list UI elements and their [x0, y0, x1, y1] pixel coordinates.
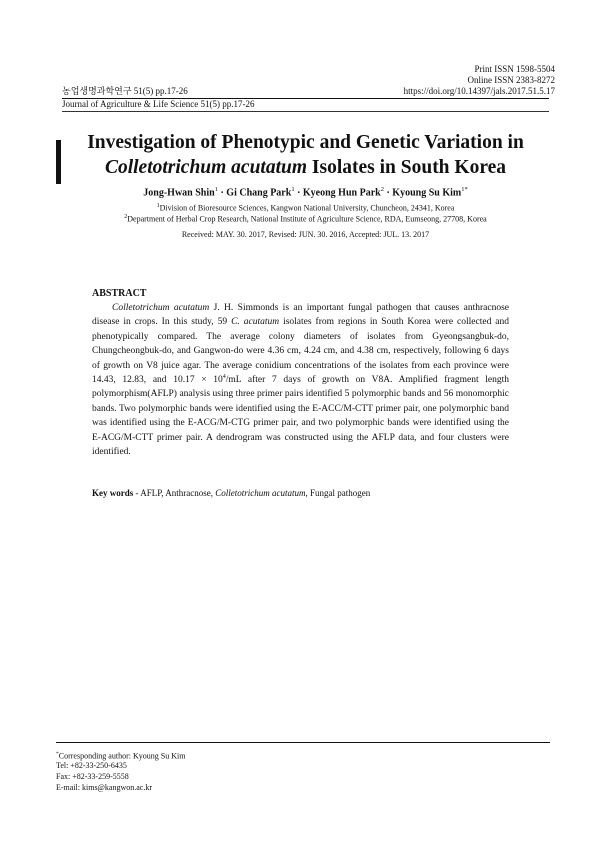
title-line-2 [62, 155, 549, 180]
author-separator: · [294, 187, 303, 199]
footnote-email[interactable]: E-mail: kims@kangwon.ac.kr [56, 783, 153, 792]
keywords-label: Key words [92, 488, 134, 498]
author-name: Kyeong Hun Park [302, 187, 381, 199]
affiliation-sup: 1 [156, 203, 160, 209]
keywords-part-2: , Fungal pathogen [305, 488, 371, 498]
author-list [62, 184, 549, 199]
keywords-part-1: AFLP, Anthracnose, [140, 488, 216, 498]
abstract-text-2: isolates from regions in South Korea were collected and phenotypically compared. The average colony diameters of isolates from Gyeongsangbuk-do, Chungcheongbuk-do, and Gangwon-do were 4.36 cm, 4.24 cm, and 4.38 cm, respectively, following 6 days of growth on V8 juice agar. The average conidium concentrations of the isolates from each province were 14.43, 12.83, and 10.17 × 10 [92, 317, 510, 386]
author-sup: 1* [461, 186, 468, 193]
abstract-heading: ABSTRACT [92, 288, 147, 299]
received-dates: Received: MAY. 30. 2017, Revised: JUN. 30. 2016, Accepted: JUL. 13. 2017 [181, 230, 430, 239]
paper-title [62, 130, 549, 180]
title-rest: Isolates in South Korea [307, 157, 507, 178]
footnote-corresponding-text: Corresponding author: Kyoung Su Kim [58, 751, 186, 761]
header-rule-bottom [62, 111, 549, 112]
keywords-italic: Colletotrichum acutatum [215, 488, 306, 498]
affiliation-2 [62, 212, 549, 225]
abstract-text-3: /mL after 7 days of growth on V8A. Amplified fragment length polymorphism(AFLP) analysis using three primer pairs identified 5 polymorphic bands and 56 monomorphic bands. Two polymorphic bands were identified using the E-ACC/M-CTT primer pair, one polymorphic band was identified using the E-ACG/M-CTG primer pair, and two polymorphic bands were identified using the E-ACG/M-CTT primer pair. A dendrogram was constructed using the AFLP data, and four clusters were identified. [92, 375, 509, 458]
abstract-body [92, 301, 509, 459]
abstract-text-1: J. H. Simmonds is an important fungal pathogen that causes anthracnose disease in crops. In this study, 59 [92, 303, 509, 328]
footnote-rule [56, 742, 550, 743]
affiliation-text: Department of Herbal Crop Research, National Institute of Agriculture Science, RDA, Eumseong, 27708, Korea [127, 214, 487, 224]
affiliation-text: Division of Bioresource Sciences, Kangwon National University, Chuncheon, 24341, Korea [159, 203, 455, 213]
title-species: Colletotrichum acutatum [104, 157, 308, 178]
doi-link[interactable]: https://doi.org/10.14397/jals.2017.51.5.17 [403, 86, 555, 96]
keywords [92, 487, 509, 499]
print-issn: Print ISSN 1598-5504 [474, 64, 555, 74]
abstract-exponent: 4 [222, 373, 226, 380]
footnote-sup: * [56, 751, 59, 757]
author-sup: 2 [380, 186, 384, 193]
journal-english: Journal of Agriculture & Life Science 51(5) pp.17-26 [62, 99, 255, 109]
title-bar-decoration [56, 140, 61, 184]
author-name: Gi Chang Park [226, 187, 292, 199]
author-name: Jong-Hwan Shin [143, 187, 215, 199]
author-separator: · [383, 187, 393, 199]
keywords-dash: - [133, 488, 141, 498]
footnote-tel: Tel: +82-33-250-6435 [56, 761, 127, 770]
author-sup: 1 [214, 186, 218, 193]
title-line-1: Investigation of Phenotypic and Genetic Variation in [87, 132, 524, 153]
author-separator: · [217, 187, 227, 199]
footnote-fax: Fax: +82-33-259-5558 [56, 772, 129, 781]
journal-korean: 농업생명과학연구 51(5) pp.17-26 [62, 86, 188, 96]
author-sup: 1 [291, 186, 295, 193]
affiliation-sup: 2 [124, 214, 128, 220]
online-issn: Online ISSN 2383-8272 [467, 75, 555, 85]
abstract-species-short: C. acutatum [231, 317, 280, 328]
abstract-species: Colletotrichum acutatum [112, 303, 210, 313]
author-name: Kyoung Su Kim [392, 187, 462, 199]
